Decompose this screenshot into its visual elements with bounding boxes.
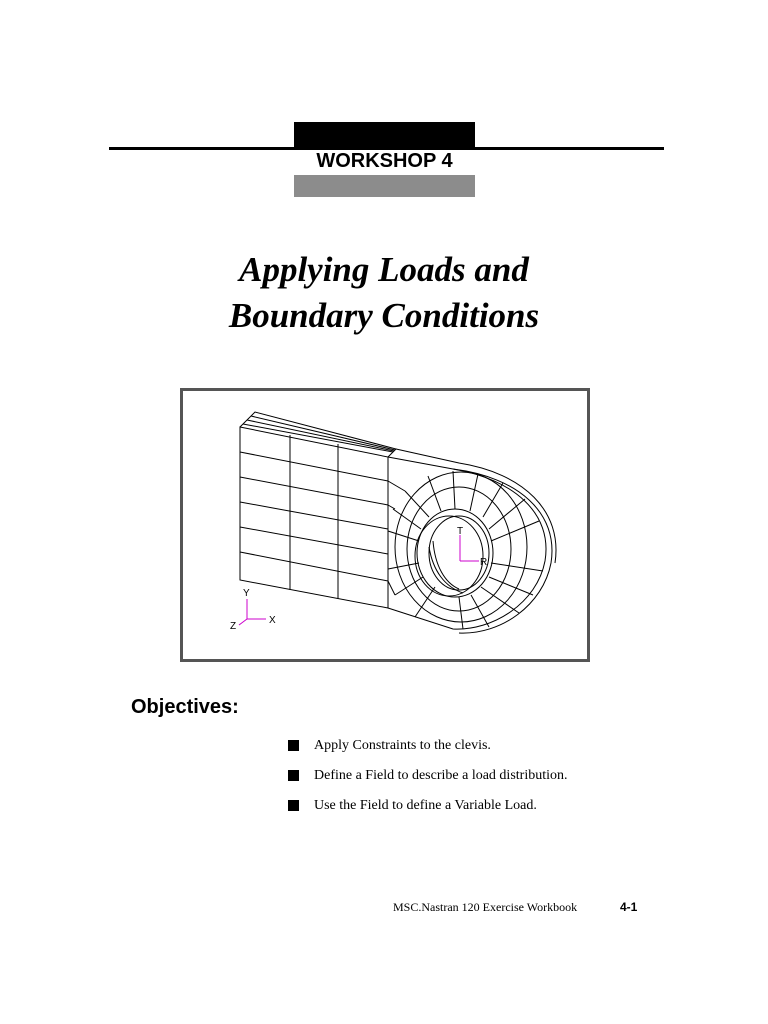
objectives-heading: Objectives: <box>131 696 239 718</box>
header-gray-bar <box>294 175 475 197</box>
page-title <box>100 247 668 339</box>
clevis-mesh-figure <box>180 388 590 662</box>
footer-page-number: 4-1 <box>620 900 638 914</box>
z-axis-line <box>239 619 247 625</box>
square-bullet-icon <box>288 770 299 781</box>
objective-text: Define a Field to describe a load distribution. <box>314 768 568 783</box>
clevis-mesh-drawing <box>183 391 587 659</box>
objectives-list <box>286 736 686 826</box>
objective-item <box>286 736 686 766</box>
title-line-2: Boundary Conditions <box>228 296 540 335</box>
title-line-1: Applying Loads and <box>239 250 529 289</box>
objective-item <box>286 766 686 796</box>
objective-text: Use the Field to define a Variable Load. <box>314 798 537 813</box>
y-axis-label: Y <box>243 588 250 599</box>
workshop-label: WORKSHOP 4 <box>316 150 453 172</box>
z-axis-label: Z <box>230 621 237 632</box>
axis-triad <box>239 599 266 625</box>
x-axis-label: X <box>269 615 276 626</box>
t-axis-label: T <box>457 526 464 537</box>
objective-text: Apply Constraints to the clevis. <box>314 738 491 753</box>
header-black-bar <box>294 122 475 148</box>
footer-book-title: MSC.Nastran 120 Exercise Workbook <box>393 900 578 914</box>
objective-item <box>286 796 686 826</box>
square-bullet-icon <box>288 740 299 751</box>
r-axis-label: R <box>480 557 488 568</box>
square-bullet-icon <box>288 800 299 811</box>
